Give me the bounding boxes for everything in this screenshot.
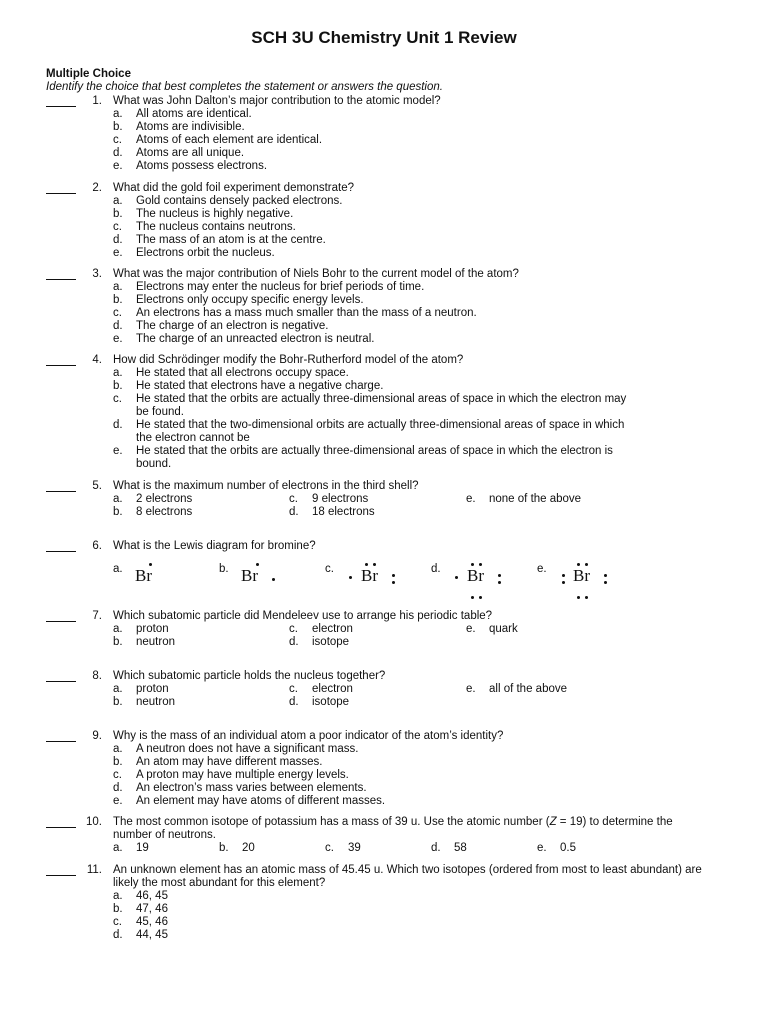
option: e. all of the above — [466, 683, 568, 695]
answer-blank[interactable] — [46, 182, 76, 194]
question-number: 5. — [92, 480, 102, 492]
question-number: 11. — [86, 864, 102, 876]
electron-dot — [604, 574, 607, 577]
option: b. neutron — [113, 636, 176, 648]
electron-dot — [272, 578, 275, 581]
section-heading: Multiple Choice — [46, 68, 131, 80]
answer-blank[interactable] — [46, 540, 76, 552]
question-number: 9. — [92, 730, 102, 742]
electron-dot — [471, 596, 474, 599]
option: c. electron — [289, 683, 353, 695]
lewis-diagram-options: a. Br b. Br c. Br d. Br e. Br — [0, 561, 768, 601]
option: b. neutron — [113, 696, 176, 708]
electron-dot — [455, 576, 458, 579]
electron-dot — [256, 563, 259, 566]
question-stem: What was John Dalton’s major contribution to the atomic model? — [113, 95, 441, 107]
bromine-symbol: Br — [135, 566, 152, 585]
option: a. 19 — [113, 842, 149, 854]
option: e. 0.5 — [537, 842, 576, 854]
electron-dot — [471, 563, 474, 566]
bromine-symbol: Br — [467, 566, 484, 585]
question-stem: What did the gold foil experiment demonstrate? — [113, 182, 354, 194]
question-stem: What is the maximum number of electrons in the third shell? — [113, 480, 419, 492]
document-page: SCH 3U Chemistry Unit 1 Review Multiple Choice Identify the choice that best completes the statement or answers the question. 1. What was John Dalton’s major contribution to the atomic model? a. All atoms are identical. b. Atoms are indivisible. c. Atoms of each element are identical. d. Atoms are all unique. e. Atoms possess electrons. 2. What did the gold foil experiment demonstrate? a. Gold contains densely packed electrons. b. The nucleus is highly negative. c. The nucleus contains neutrons. d. The mass of an atom is at the centre. e. Electrons orbit the nucleus. 3. What was the major contribution of Niels Bohr to the current model of the atom? a. Electrons may enter the nucleus for brief periods of time. b. Electrons only occupy specific energy levels. c. An electrons has a mass much smaller than the mass of a neutron. d. The charge of an electron is negative. e. The charge of an unreacted electron is neutral. 4. How did Schrödinger modify the Bohr-Rutherford model of the atom? a. He stated that all electrons occupy space. b. He stated that electrons have a negative charge. c. He stated that the orbits are actually three-dimensional areas of space in which the electron may be found. d. He stated that the two-dimensional orbits are actually three-dimensional areas of space in which the electron cannot be e. He stated that the orbits are actually three-dimensional areas of space in which the electron is bound. 5. What is the maximum number of electrons in the third shell? a. 2 electrons b. 8 electrons c. 9 electrons d. 18 electrons e. none of the above 6. What is the Lewis diagram for bromine? a. Br b. Br c. Br d. Br e. Br 7. Which subatomic particle did Mendeleev use to arrange his periodic table? a. proton b. neutron c. electron d. isotope e. quark 8. Which subatomic particle holds the nucleus together? a. proton b. neutron c. electron d. isotope e. all of the above 9. Why is the mass of an individual atom a poor indicator of the atom’s identity? a. A neutron does not have a significant mass. b. An atom may have different masses. c. A proton may have multiple energy levels. d. An electron’s mass varies between elements. e. An element may have atoms of different masses. 10. The most common isotope of potassium has a mass of 39 u. Use the atomic number (Z = 19) to determine the number of neutrons. a. 19 b. 20 c. 39 d. 58 e. 0.5 11. An unknown element has an atomic mass of 45.45 u. Which two isotopes (ordered from most to least abundant) are likely the most abundant for this element? a. 46, 45 b. 47, 46 c. 45, 46 d. 44, 45 — [0, 0, 768, 1024]
electron-dot — [585, 596, 588, 599]
electron-dot — [392, 581, 395, 584]
question-stem: Which subatomic particle did Mendeleev use to arrange his periodic table? — [113, 610, 493, 622]
question-stem: Which subatomic particle holds the nucleus together? — [113, 670, 386, 682]
answer-blank[interactable] — [46, 670, 76, 682]
question-number: 4. — [92, 354, 102, 366]
electron-dot — [365, 563, 368, 566]
option: c. 9 electrons — [289, 493, 369, 505]
electron-dot — [604, 581, 607, 584]
question-number: 3. — [92, 268, 102, 280]
question-number: 6. — [92, 540, 102, 552]
option: e. quark — [466, 623, 518, 635]
bromine-symbol: Br — [241, 566, 258, 585]
section-instructions: Identify the choice that best completes the statement or answers the question. — [46, 81, 443, 93]
option: d. isotope — [289, 636, 350, 648]
bromine-symbol: Br — [573, 566, 590, 585]
option: a. proton — [113, 683, 169, 695]
option: c. 39 — [325, 842, 361, 854]
electron-dot — [577, 563, 580, 566]
question-number: 7. — [92, 610, 102, 622]
option: d. isotope — [289, 696, 350, 708]
answer-blank[interactable] — [46, 480, 76, 492]
question-number: 10. — [86, 816, 102, 828]
option: a. 2 electrons — [113, 493, 193, 505]
option: a. proton — [113, 623, 169, 635]
bromine-symbol: Br — [361, 566, 378, 585]
electron-dot — [349, 576, 352, 579]
answer-blank[interactable] — [46, 816, 76, 828]
electron-dot — [479, 596, 482, 599]
electron-dot — [149, 563, 152, 566]
question-stem: What is the Lewis diagram for bromine? — [113, 540, 316, 552]
option: d. 58 — [431, 842, 467, 854]
answer-blank[interactable] — [46, 730, 76, 742]
electron-dot — [585, 563, 588, 566]
question-stem: An unknown element has an atomic mass of 45.45 u. Which two isotopes (ordered from most to least abundant) are likely the most abundant for this element? — [113, 864, 702, 889]
question-number: 1. — [92, 95, 102, 107]
page-title: SCH 3U Chemistry Unit 1 Review — [251, 28, 517, 47]
question-number: 2. — [92, 182, 102, 194]
answer-blank[interactable] — [46, 864, 76, 876]
question-stem: The most common isotope of potassium has a mass of 39 u. Use the atomic number (Z = 19) to determine the number of neutrons. — [113, 816, 673, 841]
question-number: 8. — [92, 670, 102, 682]
question-stem: Why is the mass of an individual atom a poor indicator of the atom’s identity? — [113, 730, 504, 742]
option: b. 8 electrons — [113, 506, 193, 518]
electron-dot — [373, 563, 376, 566]
electron-dot — [577, 596, 580, 599]
answer-blank[interactable] — [46, 268, 76, 280]
option: e. none of the above — [466, 493, 582, 505]
electron-dot — [562, 581, 565, 584]
answer-blank[interactable] — [46, 95, 76, 107]
answer-blank[interactable] — [46, 354, 76, 366]
option: b. 20 — [219, 842, 255, 854]
option: d. 18 electrons — [289, 506, 375, 518]
question-stem: How did Schrödinger modify the Bohr-Rutherford model of the atom? — [113, 354, 464, 366]
electron-dot — [562, 574, 565, 577]
answer-blank[interactable] — [46, 610, 76, 622]
question-stem: What was the major contribution of Niels Bohr to the current model of the atom? — [113, 268, 519, 280]
electron-dot — [479, 563, 482, 566]
electron-dot — [498, 574, 501, 577]
electron-dot — [498, 581, 501, 584]
option: c. electron — [289, 623, 353, 635]
electron-dot — [392, 574, 395, 577]
